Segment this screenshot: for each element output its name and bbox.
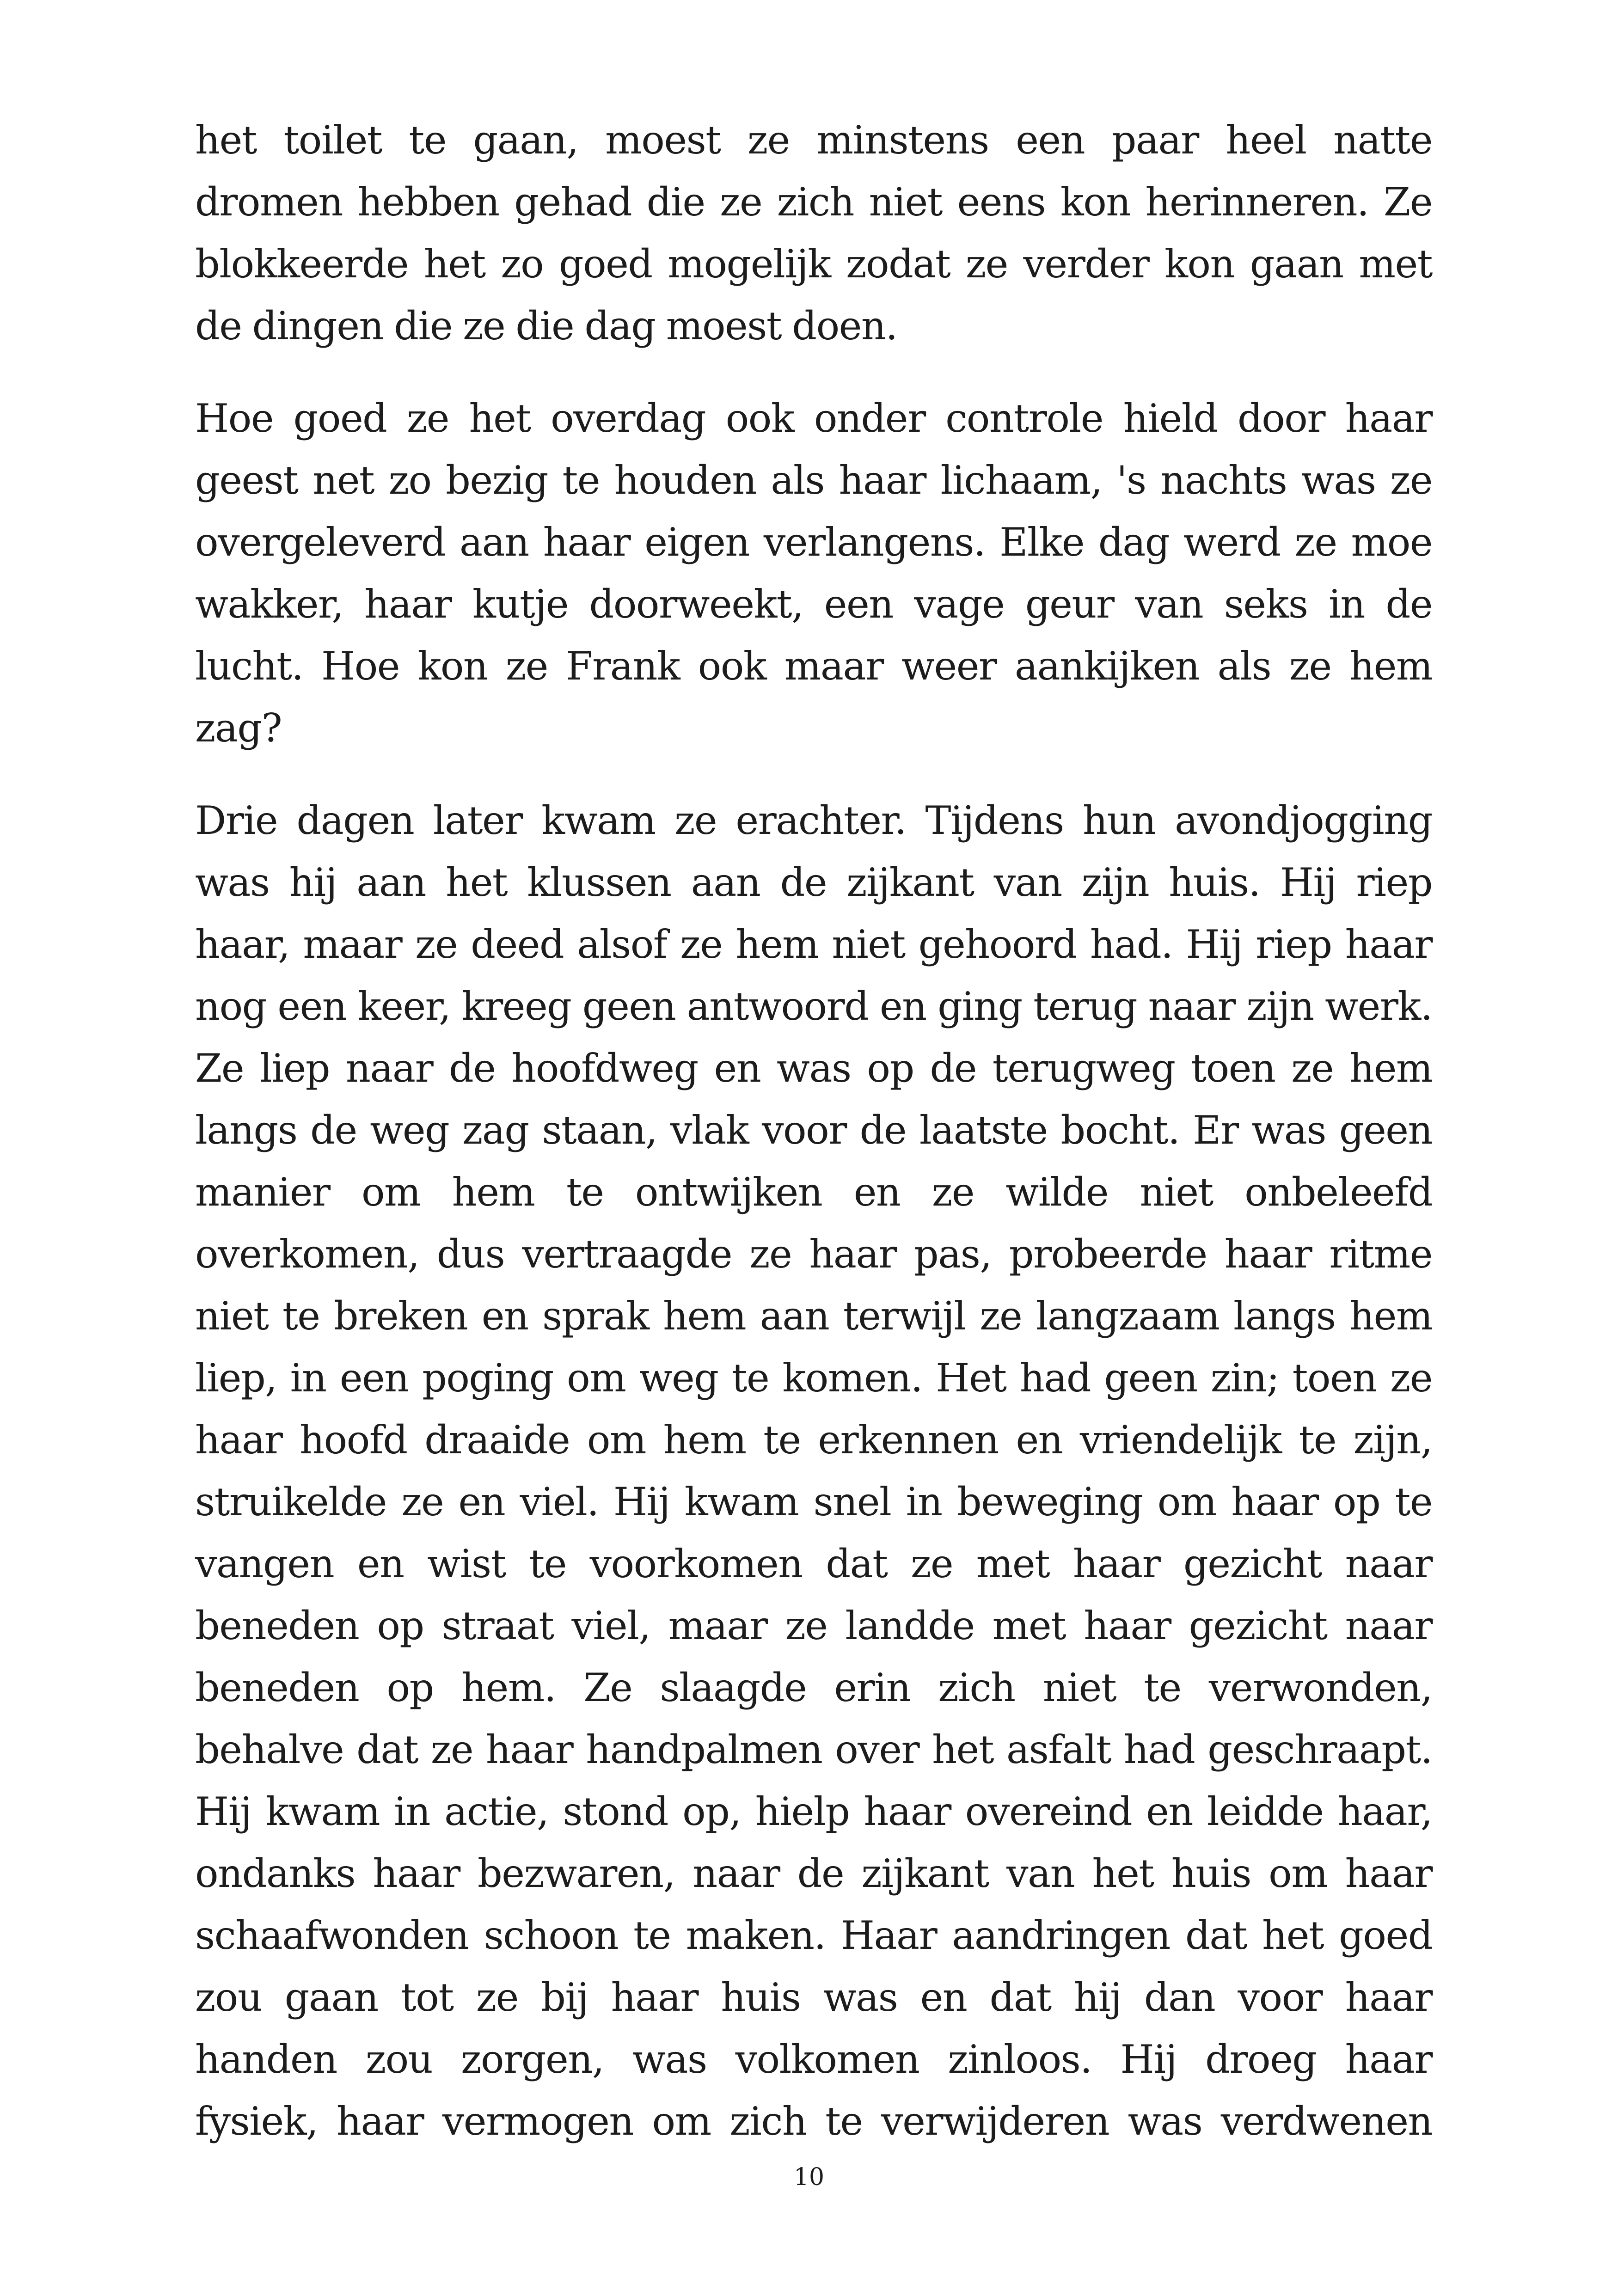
body-text	[195, 109, 1432, 2152]
text-line: struikelde ze en viel. Hij kwam snel in beweging om haar op te	[195, 1479, 1432, 1525]
text-line: zou gaan tot ze bij haar huis was en dat hij dan voor haar	[195, 1975, 1432, 2020]
page-number: 10	[793, 2163, 825, 2191]
text-line: behalve dat ze haar handpalmen over het asfalt had geschraapt.	[195, 1727, 1432, 1772]
text-line: handen zou zorgen, was volkomen zinloos. Hij droeg haar	[195, 2037, 1432, 2082]
text-line: wakker, haar kutje doorweekt, een vage geur van seks in de	[195, 582, 1432, 627]
text-line: niet te breken en sprak hem aan terwijl ze langzaam langs hem	[195, 1293, 1432, 1339]
text-line: overkomen, dus vertraagde ze haar pas, probeerde haar ritme	[195, 1231, 1432, 1277]
text-line: nog een keer, kreeg geen antwoord en ging terug naar zijn werk.	[195, 984, 1432, 1029]
text-line: Hoe goed ze het overdag ook onder controle hield door haar	[195, 396, 1432, 441]
text-line: geest net zo bezig te houden als haar lichaam, 's nachts was ze	[195, 458, 1432, 503]
text-line: beneden op straat viel, maar ze landde met haar gezicht naar	[195, 1603, 1432, 1648]
text-line: Ze liep naar de hoofdweg en was op de terugweg toen ze hem	[195, 1046, 1432, 1091]
text-line: dromen hebben gehad die ze zich niet eens kon herinneren. Ze	[195, 179, 1432, 225]
text-line: Drie dagen later kwam ze erachter. Tijdens hun avondjogging	[195, 798, 1432, 843]
text-line: Hij kwam in actie, stond op, hielp haar overeind en leidde haar,	[195, 1789, 1432, 1834]
text-line: lucht. Hoe kon ze Frank ook maar weer aankijken als ze hem	[195, 643, 1432, 689]
text-line: blokkeerde het zo goed mogelijk zodat ze verder kon gaan met	[195, 241, 1432, 287]
text-line: schaafwonden schoon te maken. Haar aandringen dat het goed	[195, 1913, 1432, 1958]
text-line: overgeleverd aan haar eigen verlangens. Elke dag werd ze moe	[195, 520, 1432, 565]
text-line: manier om hem te ontwijken en ze wilde niet onbeleefd	[195, 1169, 1432, 1215]
text-line: de dingen die ze die dag moest doen.	[195, 303, 897, 349]
text-line: het toilet te gaan, moest ze minstens een paar heel natte	[195, 117, 1432, 163]
text-line: fysiek, haar vermogen om zich te verwijderen was verdwenen	[195, 2099, 1432, 2144]
text-line: langs de weg zag staan, vlak voor de laatste bocht. Er was geen	[195, 1108, 1432, 1153]
paragraph-1	[195, 109, 1432, 357]
text-line: beneden op hem. Ze slaagde erin zich niet te verwonden,	[195, 1665, 1432, 1710]
text-line: zag?	[195, 705, 282, 751]
text-line: haar hoofd draaide om hem te erkennen en vriendelijk te zijn,	[195, 1417, 1432, 1463]
paragraph-2	[195, 387, 1432, 759]
paragraph-3	[195, 790, 1432, 2152]
text-line: vangen en wist te voorkomen dat ze met haar gezicht naar	[195, 1541, 1432, 1586]
text-line: ondanks haar bezwaren, naar de zijkant van het huis om haar	[195, 1851, 1432, 1896]
text-line: was hij aan het klussen aan de zijkant van zijn huis. Hij riep	[195, 860, 1432, 905]
text-line: haar, maar ze deed alsof ze hem niet gehoord had. Hij riep haar	[195, 922, 1432, 967]
text-line: liep, in een poging om weg te komen. Het had geen zin; toen ze	[195, 1355, 1432, 1401]
